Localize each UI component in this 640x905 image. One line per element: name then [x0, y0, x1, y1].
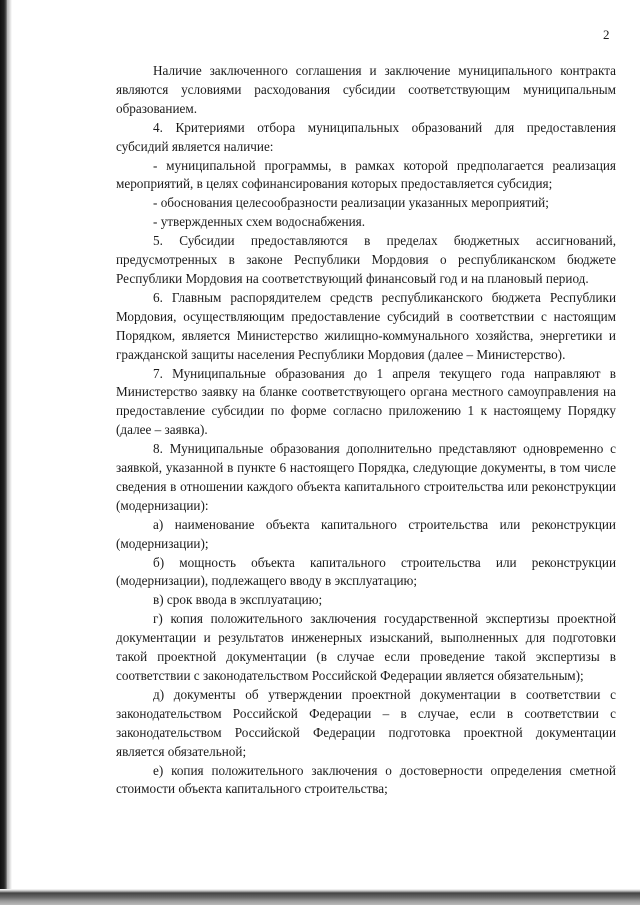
criteria-item-program: - муниципальной программы, в рамках которой предполагается реализация мероприятий, в целях софинансирования которых предоставляется субсидия; [116, 157, 616, 192]
paragraph-4-criteria: 4. Критериями отбора муниципальных образований для предоставления субсидий является наличие: [116, 119, 616, 154]
paragraph-7-application: 7. Муниципальные образования до 1 апреля текущего года направляют в Министерство заявку на бланке соответствующего органа местного самоуправления на предоставление субсидии по форме согласно приложению 1 к настоящему Порядку (далее – заявка). [116, 365, 616, 438]
scan-bottom-edge [0, 889, 640, 905]
scan-left-shadow [8, 0, 12, 905]
scan-left-edge [0, 0, 8, 905]
paragraph-8-documents: 8. Муниципальные образования дополнительно представляют одновременно с заявкой, указанной в пункте 6 настоящего Порядка, следующие документы, в том числе сведения в отношении каждого объекта капитального строительства или реконструкции (модернизации): [116, 441, 616, 513]
document-item-a: а) наименование объекта капитального строительства или реконструкции (модернизации); [116, 516, 616, 551]
document-item-d: д) документы об утверждении проектной документации в соответствии с законодательством Российской Федерации – в случае, если в соответствии с законодательством Российской Федерации подготовка проектной документации является обязательной; [116, 686, 616, 759]
document-body [116, 62, 616, 799]
paragraph-agreement: Наличие заключенного соглашения и заключение муниципального контракта являются условиями расходования субсидии соответствующим муниципальным образованием. [116, 63, 616, 116]
criteria-item-water-schemes: - утвержденных схем водоснабжения. [153, 214, 366, 230]
document-item-e: е) копия положительного заключения о достоверности определения сметной стоимости объекта капитального строительства; [116, 762, 616, 797]
document-item-v: в) срок ввода в эксплуатацию; [153, 592, 323, 608]
page-number: 2 [603, 27, 610, 42]
criteria-item-justification: - обоснования целесообразности реализации указанных мероприятий; [153, 195, 549, 211]
document-item-b: б) мощность объекта капитального строительства или реконструкции (модернизации), подлежащего вводу в эксплуатацию; [116, 554, 616, 589]
document-item-g: г) копия положительного заключения государственной экспертизы проектной документации и результатов инженерных изысканий, выполненных для подготовки такой проектной документации (в случае если проведение такой экспертизы в соответствии с законодательством Российской Федерации является обязательным); [116, 611, 616, 683]
paragraph-6-ministry: 6. Главным распорядителем средств республиканского бюджета Республики Мордовия, осуществляющим предоставление субсидий в соответствии с настоящим Порядком, является Министерство жилищно-коммунального хозяйства, энергетики и гражданской защиты населения Республики Мордовия (далее – Министерство). [116, 289, 616, 362]
paragraph-5-budget: 5. Субсидии предоставляются в пределах бюджетных ассигнований, предусмотренных в законе Республики Мордовия о республиканском бюджете Республики Мордовия на соответствующий финансовый год и на плановый период. [116, 233, 616, 286]
